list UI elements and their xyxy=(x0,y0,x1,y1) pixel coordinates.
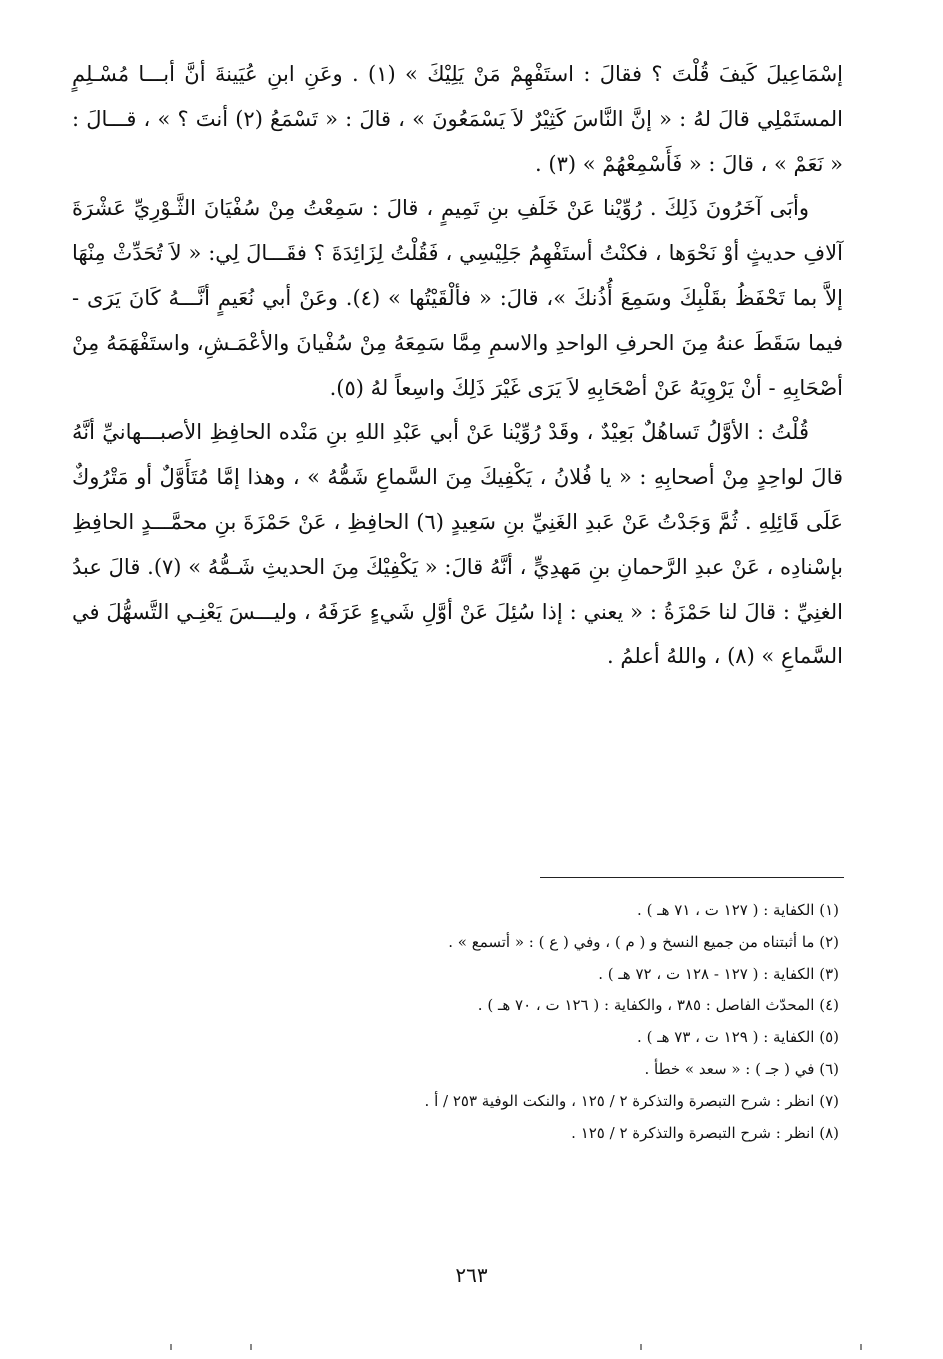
footnotes xyxy=(199,895,839,1149)
main-text xyxy=(72,52,843,679)
footnote-7: (٧) انظر : شرح التبصرة والتذكرة ٢ / ١٢٥ ، والنكت الوفية ٢٥٣ / أ . xyxy=(424,1091,839,1110)
footnote-3: (٣) الكفاية : ( ١٢٧ - ١٢٨ ت ، ٧٢ هـ ) . xyxy=(598,964,839,983)
footnote-5: (٥) الكفاية : ( ١٢٩ ت ، ٧٣ هـ ) . xyxy=(637,1028,839,1047)
footnote-2: (٢) ما أثبتناه من جميع النسخ و ( م ) ، وفي ( ع ) : « أتسمع » . xyxy=(448,932,839,951)
footnote-8: (٨) انظر : شرح التبصرة والتذكرة ٢ / ١٢٥ . xyxy=(571,1123,839,1142)
footnote-6: (٦) في ( جـ ) : « سعد » خطأ . xyxy=(644,1059,839,1078)
footnote-1: (١) الكفاية : ( ١٢٧ ت ، ٧١ هـ ) . xyxy=(637,901,839,919)
paragraph-1: إسْمَاعِيلَ كَيفَ قُلْتَ ؟ فقالَ : استَفْهِمْ مَنْ يَلِيْكَ » (١) . وعَنِ ابنِ عُيَينةَ أنَّ أبـــا مُسْـلِمٍ المستَمْلِي قالَ لهُ : « إنَّ النَّاسَ كَثِيْرٌ لاَ يَسْمَعُونَ » ، قالَ : « تَسْمَعُ (٢) أنتَ ؟ » ، قـــالَ : « نَعَمْ » ، قالَ : « فَأَسْمِعْهُمْ » (٣) . xyxy=(72,62,844,176)
footnote-4: (٤) المحدّث الفاصل : ٣٨٥ ، والكفاية : ( ١٢٦ ت ، ٧٠ هـ ) . xyxy=(477,996,839,1015)
page-number: ٢٦٣ xyxy=(455,1263,488,1287)
paragraph-3: قُلْتُ : الأوَّلُ تَساهُلٌ بَعِيْدٌ ، وقَدْ رُوِّيْنا عَنْ أبي عَبْدِ اللهِ بنِ مَنْده الحافِظِ الأصبـــهانيِّ أنَّهُ قالَ لواحِدٍ مِنْ أصحابِهِ : « يا فُلانُ ، يَكْفِيكَ مِنَ السَّماعِ شَمُّهُ » ، وهذا إمَّا مُتَأَوَّلٌ أو مَتْرُوكٌ عَلَى قَائِلِهِ . ثُمَّ وَجَدْتُ عَنْ عَبدِ الغَنِيِّ بنِ سَعِيدٍ (٦) الحافِظِ ، عَنْ حَمْزَةَ بنِ محمَّـــدٍ الحافِظِ بإسْنادِه ، عَنْ عبدِ الرَّحمانِ بنِ مَهدِيٍّ ، أنَّهُ قالَ: « يَكْفِيْكَ مِنَ الحديثِ شَـمُّهُ » (٧). قالَ عبدُ الغنِيِّ : قالَ لنا حَمْزَةُ : « يعني : إذا سُئِلَ عَنْ أوَّلِ شَيءٍ عَرَفَهُ ، وليـــسَ يَعْنِـي التَّسهُّلَ في السَّماعِ » (٨) ، واللهُ أعلمُ . xyxy=(72,420,843,669)
footnote-separator xyxy=(540,877,844,878)
scan-edge-marks xyxy=(170,1344,870,1352)
paragraph-2: وأبَى آخَرُونَ ذَلِكَ . رُوِّيْنا عَنْ خَلَفِ بنِ تَمِيمٍ ، قالَ : سَمِعْتُ مِنْ سُفْيَانَ الثَّـوْرِيِّ عَشْرَةَ آلافِ حديثٍ أوْ نَحْوَها ، فكنْتُ أستَفْهِمُ جَلِيْسِي ، فَقُلْتُ لِزَائِدَةَ ؟ فقَـــالَ لِي: « لاَ تُحَدِّثْ مِنْهَا إلاَّ بما تَحْفَظُ بقَلْبِكَ وسَمِعَ أُذُنكَ »، قالَ: « فألْقَيْتُها » (٤). وعَنْ أبي نُعَيمٍ أنَّـــهُ كَانَ يَرَى - فيما سَقَطَ عنهُ مِنَ الحرفِ الواحدِ والاسمِ مِمَّا سَمِعَهُ مِنْ سُفْيانَ والأعْمَـشِ، واستَفْهَمَهُ مِنْ أصْحَابِهِ - أنْ يَرْوِيَهُ عَنْ أصْحَابِهِ لاَ يَرَى غَيْرَ ذَلِكَ واسِعاً لهُ (٥). xyxy=(72,196,843,400)
